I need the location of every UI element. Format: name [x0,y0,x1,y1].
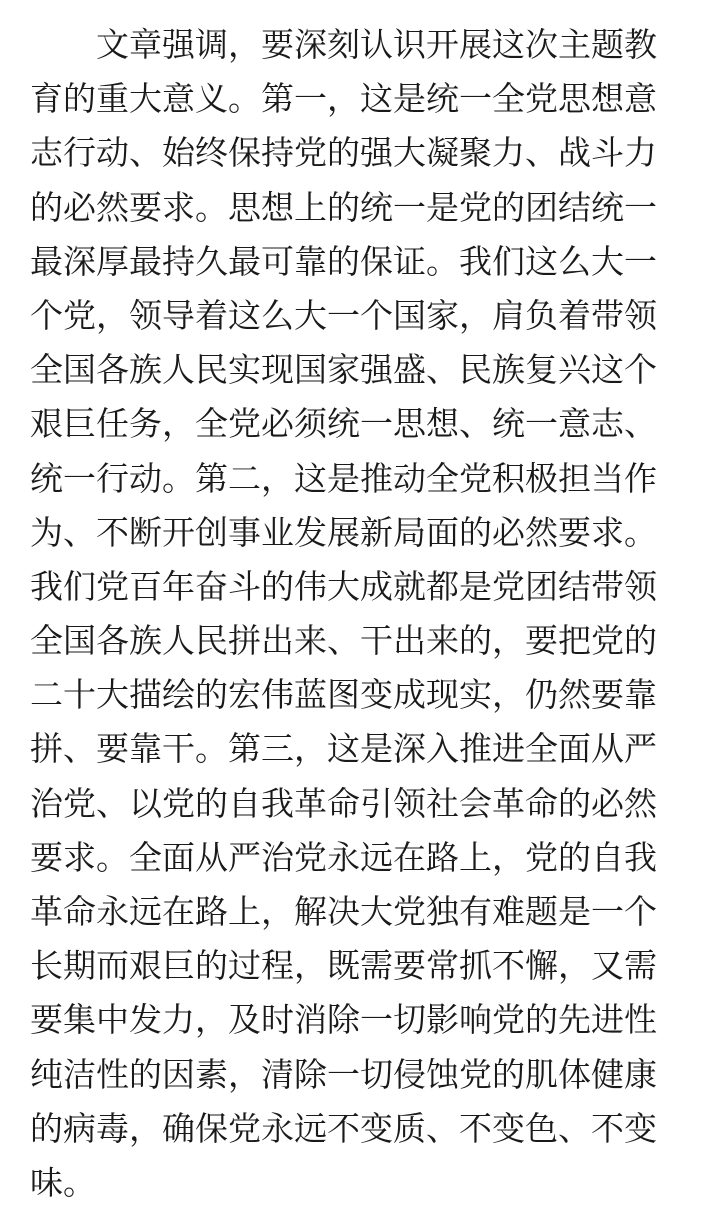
text-line: 革命永远在路上，解决大党独有难题是一个 [30,892,657,931]
text-line: 志行动、始终保持党的强大凝聚力、战斗力 [30,133,657,173]
text-line: 艰巨任务，全党必须统一思想、统一意志、 [30,404,657,444]
text-line: 全国各族人民拼出来、干出来的，要把党的 [30,621,657,661]
text-line: 为、不断开创事业发展新局面的必然要求。 [30,512,657,552]
text-line: 拼、要靠干。第三，这是深入推进全面从严 [30,729,657,769]
text-line: 长期而艰巨的过程，既需要常抓不懈，又需 [30,946,657,986]
text-line: 全国各族人民实现国家强盛、民族复兴这个 [30,350,657,390]
text-line: 育的重大意义。第一，这是统一全党思想意 [30,79,657,119]
text-line: 文章强调，要深刻认识开展这次主题教 [96,25,657,64]
text-line: 要集中发力，及时消除一切影响党的先进性 [30,1000,657,1040]
text-line: 味。 [30,1162,96,1202]
text-line: 统一行动。第二，这是推动全党积极担当作 [30,458,657,498]
article-paragraph [30,18,698,1210]
text-line: 最深厚最持久最可靠的保证。我们这么大一 [30,241,657,281]
text-line: 个党，领导着这么大一个国家，肩负着带领 [30,295,657,335]
text-line: 治党、以党的自我革命引领社会革命的必然 [30,783,657,823]
text-line: 二十大描绘的宏伟蓝图变成现实，仍然要靠 [30,675,657,715]
text-line: 的必然要求。思想上的统一是党的团结统一 [30,187,657,227]
text-line: 的病毒，确保党永远不变质、不变色、不变 [30,1108,657,1148]
text-line: 我们党百年奋斗的伟大成就都是党团结带领 [30,566,657,606]
text-line: 要求。全面从严治党永远在路上，党的自我 [30,837,657,877]
text-line: 纯洁性的因素，清除一切侵蚀党的肌体健康 [30,1054,657,1094]
